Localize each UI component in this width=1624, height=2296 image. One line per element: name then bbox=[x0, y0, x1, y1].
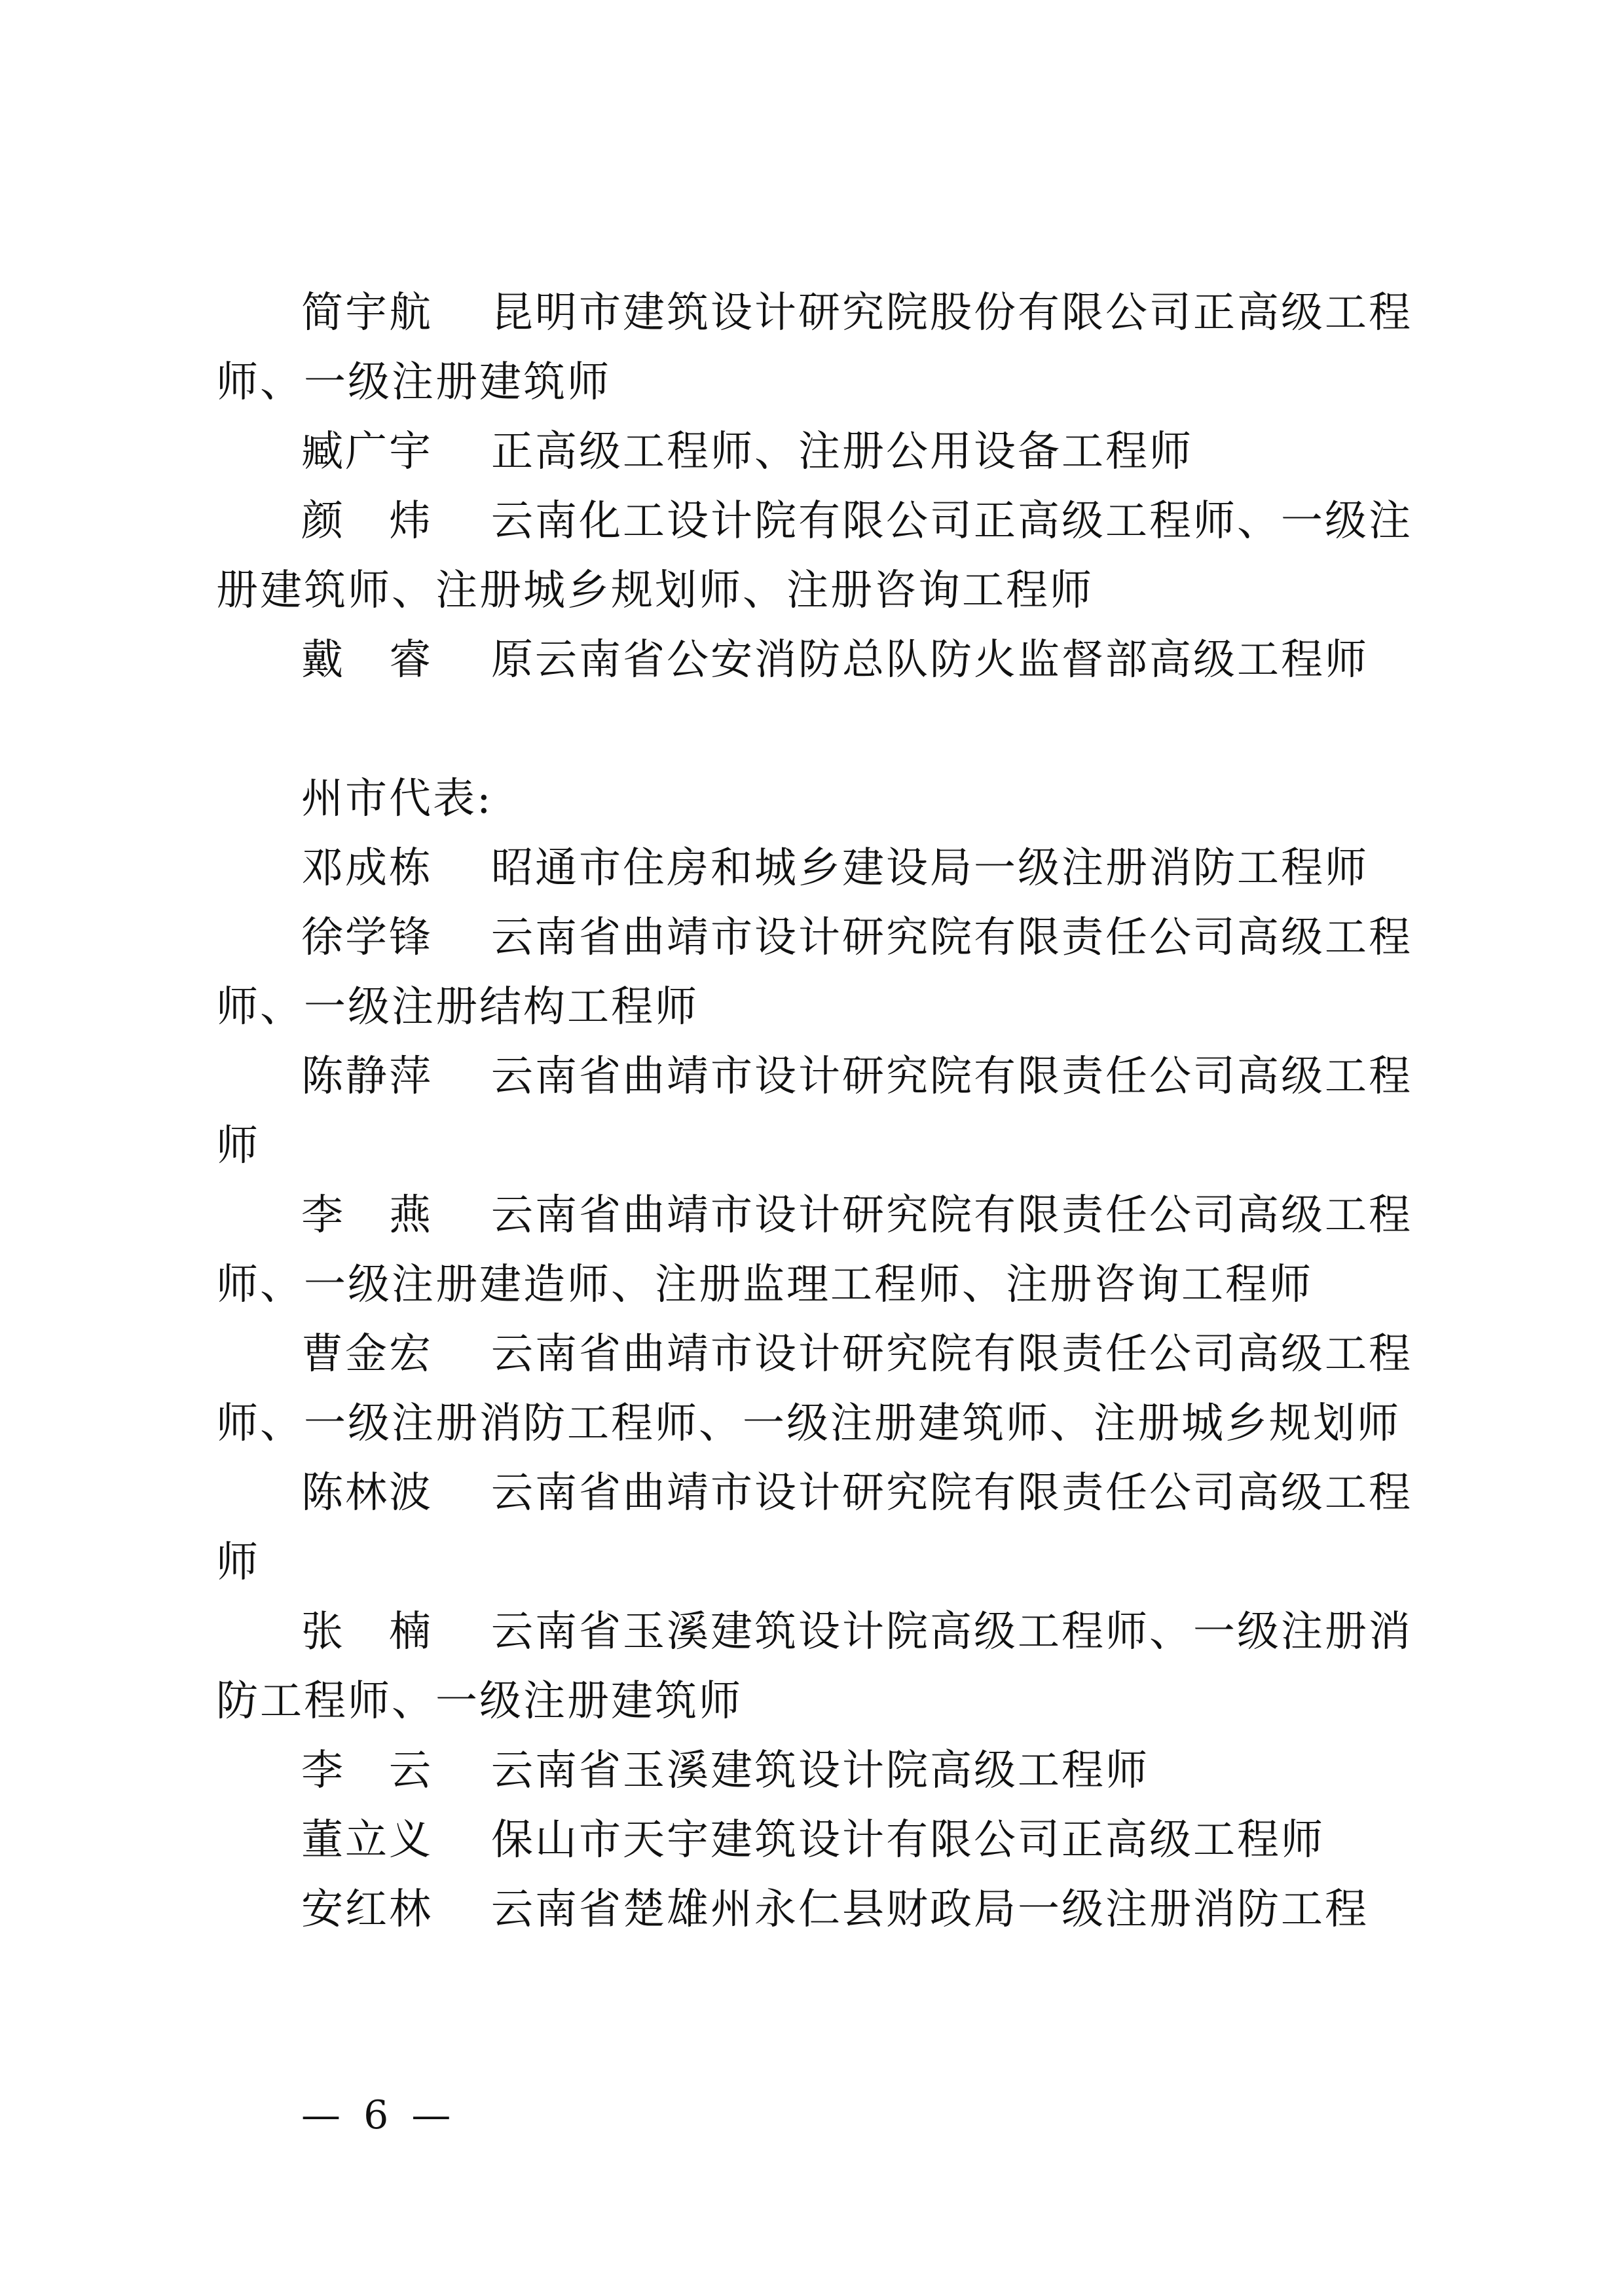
member-title: 云南省曲靖市设计研究院有限责任公司高级工程师 bbox=[216, 1469, 1412, 1587]
member-name: 李 燕 bbox=[301, 1191, 433, 1240]
list-item bbox=[216, 1042, 1434, 1181]
member-title: 保山市天宇建筑设计有限公司正高级工程师 bbox=[491, 1816, 1325, 1864]
list-item bbox=[216, 1736, 1434, 1805]
member-title: 昭通市住房和城乡建设局一级注册消防工程师 bbox=[491, 844, 1369, 893]
member-name: 张 楠 bbox=[301, 1608, 433, 1656]
member-title: 云南省曲靖市设计研究院有限责任公司高级工程师、一级注册消防工程师、一级注册建筑师、注册城乡规划师 bbox=[216, 1330, 1412, 1448]
list-item bbox=[216, 1458, 1434, 1597]
list-item bbox=[216, 625, 1434, 695]
section-heading: 州市代表: bbox=[301, 775, 493, 823]
list-item bbox=[216, 1320, 1434, 1458]
member-title: 云南省曲靖市设计研究院有限责任公司高级工程师 bbox=[216, 1052, 1412, 1170]
member-title: 云南省曲靖市设计研究院有限责任公司高级工程师、一级注册结构工程师 bbox=[216, 914, 1412, 1031]
member-name: 邓成栋 bbox=[301, 844, 433, 893]
list-item bbox=[216, 1597, 1434, 1736]
member-title: 云南化工设计院有限公司正高级工程师、一级注册建筑师、注册城乡规划师、注册咨询工程师 bbox=[216, 497, 1412, 615]
member-name: 戴 睿 bbox=[301, 636, 433, 684]
member-title: 云南省曲靖市设计研究院有限责任公司高级工程师、一级注册建造师、注册监理工程师、注册咨询工程师 bbox=[216, 1191, 1412, 1309]
member-name: 李 云 bbox=[301, 1747, 433, 1795]
member-title: 云南省玉溪建筑设计院高级工程师、一级注册消防工程师、一级注册建筑师 bbox=[216, 1608, 1412, 1726]
member-title: 原云南省公安消防总队防火监督部高级工程师 bbox=[491, 636, 1369, 684]
member-name: 曹金宏 bbox=[301, 1330, 433, 1379]
list-item bbox=[216, 417, 1434, 487]
member-list bbox=[216, 278, 1434, 1944]
list-item bbox=[216, 487, 1434, 625]
member-name: 简宇航 bbox=[301, 289, 433, 337]
member-name: 安红林 bbox=[301, 1885, 433, 1934]
page-number: — 6 — bbox=[301, 2092, 456, 2138]
member-name: 颜 炜 bbox=[301, 497, 433, 546]
member-name: 陈静萍 bbox=[301, 1052, 433, 1101]
member-title: 云南省楚雄州永仁县财政局一级注册消防工程 bbox=[491, 1885, 1369, 1934]
member-title: 云南省玉溪建筑设计院高级工程师 bbox=[491, 1747, 1149, 1795]
list-item bbox=[216, 903, 1434, 1042]
member-name: 陈林波 bbox=[301, 1469, 433, 1517]
member-name: 徐学锋 bbox=[301, 914, 433, 962]
list-item bbox=[216, 1875, 1434, 1944]
member-title: 正高级工程师、注册公用设备工程师 bbox=[491, 428, 1193, 476]
list-item bbox=[216, 1805, 1434, 1875]
list-item bbox=[216, 1181, 1434, 1320]
list-item bbox=[216, 278, 1434, 417]
member-title: 昆明市建筑设计研究院股份有限公司正高级工程师、一级注册建筑师 bbox=[216, 289, 1412, 407]
member-name: 臧广宇 bbox=[301, 428, 433, 476]
list-item bbox=[216, 834, 1434, 903]
section-gap bbox=[216, 695, 1434, 764]
member-name: 董立义 bbox=[301, 1816, 433, 1864]
